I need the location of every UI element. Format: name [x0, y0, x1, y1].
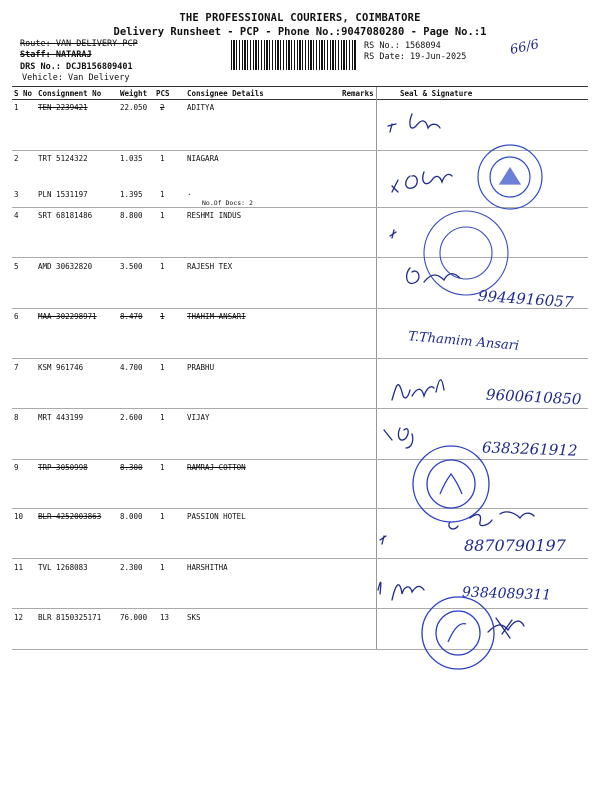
niagara-stamp: [478, 145, 542, 209]
row-7-consignee: PRABHU: [187, 363, 215, 372]
sks-stamp: [422, 597, 494, 669]
row-10-consignment: BLR 4252003863: [38, 512, 102, 521]
ramraj-cotton-stamp: [413, 446, 489, 522]
row-1-consignment: TEN 2239421: [38, 103, 88, 112]
row-6-consignee: THAHIM ANSARI: [187, 312, 246, 321]
row-12-consignment: BLR 8150325171: [38, 613, 102, 622]
row-10-sno: 10: [14, 512, 24, 521]
col-weight: Weight: [120, 89, 148, 98]
row-7-sno: 7: [14, 363, 19, 372]
row-10-signature: [380, 512, 534, 544]
row-3-pcs: 1: [160, 190, 165, 199]
row-6-consignment: MAA 302298971: [38, 312, 97, 321]
row-5-consignee: RAJESH TEX: [187, 262, 233, 271]
row-3-weight: 1.395: [120, 190, 143, 199]
row-4-sno: 4: [14, 211, 19, 220]
row-9-pcs: 1: [160, 463, 165, 472]
col-pcs: PCS: [156, 89, 170, 98]
row-3-docs-note: No.Of Docs: 2: [202, 199, 253, 207]
row-5-weight: 3.500: [120, 262, 143, 271]
row-8-signature: [384, 428, 413, 448]
rs-date: RS Date: 19-Jun-2025: [364, 52, 467, 62]
row-11-pcs: 1: [160, 563, 165, 572]
row-2-sno: 2: [14, 154, 19, 163]
row-3-consignee: .: [187, 188, 192, 197]
page-title: THE PROFESSIONAL COURIERS, COIMBATORE: [179, 12, 421, 24]
row-12-consignee: SKS: [187, 613, 201, 622]
row-4-signature: [390, 230, 460, 283]
row-2-consignment: TRT 5124322: [38, 154, 88, 163]
staff-label: Staff: NATARAJ: [20, 50, 92, 60]
drs-number: DRS No.: DCJB156809401: [20, 62, 133, 72]
row-6-handwritten-name: T.Thamim Ansari: [407, 329, 520, 354]
row-7-weight: 4.700: [120, 363, 143, 372]
row-12-sno: 12: [14, 613, 24, 622]
row-9-weight: 8.300: [120, 463, 143, 472]
reshmi-indus-stamp: [424, 211, 508, 295]
row-6-pcs: 1: [160, 312, 165, 321]
row-8-consignment: MRT 443199: [38, 413, 84, 422]
row-4-weight: 8.800: [120, 211, 143, 220]
row-8-consignee: VIJAY: [187, 413, 210, 422]
page-subtitle: Delivery Runsheet - PCP - Phone No.:9047080280 - Page No.:1: [113, 26, 487, 38]
row-10-weight: 8.000: [120, 512, 143, 521]
row-12-pcs: 13: [160, 613, 170, 622]
row-12-weight: 76.000: [120, 613, 148, 622]
row-1-sno: 1: [14, 103, 19, 112]
row-11-handwritten-phone: 9384089311: [461, 584, 552, 604]
route-label: Route: VAN DELIVERY PCP: [20, 39, 138, 49]
row-1-consignee: ADITYA: [187, 103, 215, 112]
row-1-pcs: 2: [160, 103, 165, 112]
row-2-consignee: NIAGARA: [187, 154, 219, 163]
row-4-consignee: RESHMI INDUS: [187, 211, 242, 220]
row-7-pcs: 1: [160, 363, 165, 372]
row-5-sno: 5: [14, 262, 19, 271]
row-7-consignment: KSM 961746: [38, 363, 84, 372]
row-4-handwritten-phone: 9944916057: [477, 286, 574, 312]
row-9-sno: 9: [14, 463, 19, 472]
row-1-signature: [388, 114, 440, 132]
row-2-pcs: 1: [160, 154, 165, 163]
row-7-handwritten-phone: 9600610850: [485, 385, 582, 409]
row-11-consignment: TVL 1268083: [38, 563, 88, 572]
row-10-consignee: PASSION HOTEL: [187, 512, 246, 521]
row-4-pcs: 1: [160, 211, 165, 220]
col-consignee: Consignee Details: [187, 89, 264, 98]
row-7-signature: [392, 380, 444, 400]
row-9-consignee: RAMRAJ COTTON: [187, 463, 246, 472]
row-8-pcs: 1: [160, 413, 165, 422]
col-consignment: Consignment No: [38, 89, 102, 98]
col-sno: S No: [14, 89, 33, 98]
row-8-sno: 8: [14, 413, 19, 422]
row-6-sno: 6: [14, 312, 19, 321]
rs-number: RS No.: 1568094: [364, 41, 441, 51]
row-9-consignment: TRP 3050998: [38, 463, 88, 472]
row-4-consignment: SRT 68181486: [38, 211, 93, 220]
row-8-handwritten-phone: 6383261912: [481, 438, 578, 460]
col-seal: Seal & Signature: [400, 89, 473, 98]
row-11-signature: [378, 582, 424, 600]
vehicle-label: Vehicle: Van Delivery: [22, 73, 130, 83]
row-2-weight: 1.035: [120, 154, 143, 163]
row-1-weight: 22.050: [120, 103, 148, 112]
row-2-signature: [392, 172, 452, 192]
row-10-pcs: 1: [160, 512, 165, 521]
corner-handwritten-mark: 66/6: [508, 37, 541, 58]
row-3-sno: 3: [14, 190, 19, 199]
row-3-consignment: PLN 1531197: [38, 190, 88, 199]
row-6-weight: 8.470: [120, 312, 143, 321]
row-8-weight: 2.600: [120, 413, 143, 422]
row-11-weight: 2.300: [120, 563, 143, 572]
row-5-pcs: 1: [160, 262, 165, 271]
row-10-handwritten-phone: 8870790197: [464, 536, 566, 555]
col-remarks: Remarks: [342, 89, 374, 98]
row-11-sno: 11: [14, 563, 24, 572]
row-5-consignment: AMD 30632820: [38, 262, 93, 271]
row-11-consignee: HARSHITHA: [187, 563, 228, 572]
